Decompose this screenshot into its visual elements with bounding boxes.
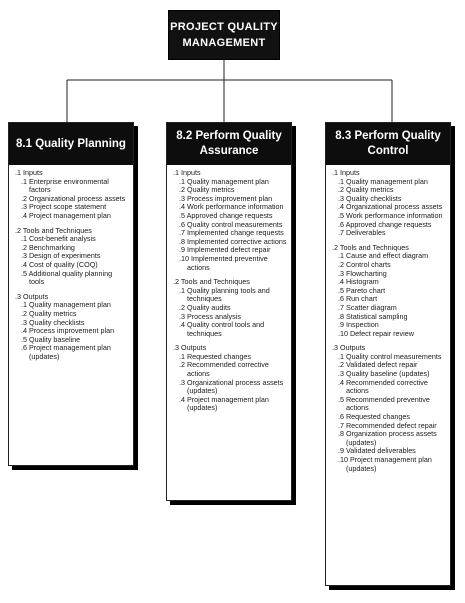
- section-title: .1 Inputs: [173, 168, 201, 177]
- root-node: [168, 10, 280, 60]
- list-item: .2 Quality metrics: [338, 185, 394, 195]
- list-item: .4 Recommended corrective actions: [338, 377, 428, 396]
- process-title-line-2: Control: [367, 145, 409, 157]
- list-item: .4 Project management plan: [21, 210, 111, 220]
- list-item: .1 Quality planning tools and techniques: [179, 285, 270, 304]
- list-item: .1 Quality management plan: [21, 300, 111, 310]
- list-item: .6 Requested changes: [338, 412, 410, 422]
- list-item: .2 Quality metrics: [21, 308, 77, 318]
- list-item: .4 Cost of quality (COQ): [21, 259, 98, 269]
- process-body: [9, 165, 133, 371]
- list-item: .1 Cause and effect diagram: [338, 251, 429, 261]
- list-item: .3 Quality checklists: [21, 317, 85, 327]
- process-box: [325, 122, 451, 586]
- column-perform-quality-control: [325, 122, 459, 592]
- list-item: .9 Implemented defect repair: [179, 245, 271, 255]
- list-item: .8 Organization process assets (updates): [338, 429, 437, 447]
- section-title: .3 Outputs: [332, 343, 366, 353]
- section-tools: [15, 227, 129, 287]
- process-title-line-1: 8.3 Perform Quality: [335, 130, 441, 142]
- list-item: .1 Quality management plan: [179, 176, 269, 186]
- section-inputs: [15, 169, 129, 221]
- list-item: .6 Project management plan (updates): [21, 343, 111, 361]
- list-item: .6 Approved change requests: [338, 219, 432, 229]
- list-item: .3 Process analysis: [179, 311, 241, 321]
- list-item: .6 Quality control measurements: [179, 219, 283, 229]
- list-item: .7 Recommended defect repair: [338, 420, 437, 430]
- process-header: [9, 123, 133, 165]
- section-title: .2 Tools and Techniques: [173, 277, 250, 287]
- list-item: .4 Work performance information: [179, 202, 284, 212]
- list-item: .4 Process improvement plan: [21, 326, 115, 336]
- list-item: .4 Project management plan (updates): [179, 394, 269, 413]
- list-item: .9 Validated deliverables: [338, 446, 416, 456]
- list-item: .5 Approved change requests: [179, 210, 273, 220]
- list-item: .9 Inspection: [338, 320, 379, 330]
- section-title: .3 Outputs: [173, 343, 207, 353]
- section-title: .2 Tools and Techniques: [332, 242, 409, 252]
- list-item: .1 Enterprise environmental factors: [21, 176, 109, 195]
- section-outputs: [332, 344, 446, 473]
- column-perform-quality-assurance: [166, 122, 300, 507]
- process-box: [8, 122, 134, 466]
- list-item: .2 Organizational process assets: [21, 193, 126, 203]
- process-body: [326, 165, 450, 483]
- process-header: [167, 123, 291, 165]
- list-item: .8 Statistical sampling: [338, 311, 408, 321]
- root-title-line-2: MANAGEMENT: [182, 37, 266, 49]
- list-item: .2 Recommended corrective actions: [179, 360, 269, 379]
- process-header: [326, 123, 450, 165]
- section-outputs: [173, 344, 287, 413]
- list-item: .2 Control charts: [338, 259, 391, 269]
- list-item: .4 Organizational process assets: [338, 202, 443, 212]
- section-inputs: [332, 169, 446, 238]
- list-item: .3 Organizational process assets (updates): [179, 377, 284, 396]
- list-item: .10 Project management plan (updates): [338, 455, 432, 473]
- list-item: .3 Quality checklists: [338, 193, 402, 203]
- list-item: .3 Design of experiments: [21, 251, 101, 261]
- list-item: .7 Implemented change requests: [179, 228, 284, 238]
- list-item: .1 Cost-benefit analysis: [21, 234, 96, 244]
- section-title: .3 Outputs: [15, 291, 49, 301]
- process-title-line-1: 8.2 Perform Quality: [176, 130, 282, 142]
- column-quality-planning: [8, 122, 142, 472]
- list-item: .4 Quality control tools and techniques: [179, 320, 265, 338]
- section-inputs: [173, 169, 287, 272]
- section-title: .1 Inputs: [332, 168, 360, 177]
- list-item: .2 Quality metrics: [179, 185, 235, 195]
- list-item: .2 Validated defect repair: [338, 360, 418, 370]
- section-tools: [173, 278, 287, 338]
- list-item: .7 Scatter diagram: [338, 302, 397, 312]
- section-title: .1 Inputs: [15, 168, 43, 177]
- list-item: .3 Quality baseline (updates): [338, 369, 430, 379]
- list-item: .1 Quality control measurements: [338, 351, 442, 361]
- process-title: 8.1 Quality Planning: [16, 137, 126, 150]
- list-item: .5 Work performance information: [338, 210, 443, 220]
- list-item: .10 Implemented preventive actions: [179, 253, 268, 272]
- list-item: .5 Additional quality planning tools: [21, 268, 113, 287]
- list-item: .2 Benchmarking: [21, 242, 75, 252]
- list-item: .5 Recommended preventive actions: [338, 394, 430, 413]
- list-item: .3 Flowcharting: [338, 268, 387, 278]
- list-item: .4 Histogram: [338, 277, 379, 287]
- section-tools: [332, 244, 446, 339]
- list-item: .7 Deliverables: [338, 228, 386, 238]
- list-item: .2 Quality audits: [179, 302, 231, 312]
- list-item: .3 Process improvement plan: [179, 193, 273, 203]
- list-item: .8 Implemented corrective actions: [179, 236, 287, 246]
- process-body: [167, 165, 291, 423]
- list-item: .6 Run chart: [338, 294, 378, 304]
- root-title-line-1: PROJECT QUALITY: [170, 21, 278, 33]
- process-title-line-2: Assurance: [199, 145, 259, 157]
- list-item: .5 Pareto chart: [338, 285, 386, 295]
- list-item: .3 Project scope statement: [21, 202, 107, 212]
- list-item: .1 Quality management plan: [338, 176, 428, 186]
- list-item: .1 Requested changes: [179, 351, 251, 361]
- section-title: .2 Tools and Techniques: [15, 225, 92, 235]
- list-item: .5 Quality baseline: [21, 334, 81, 344]
- process-box: [166, 122, 292, 501]
- list-item: .10 Defect repair review: [338, 328, 414, 338]
- section-outputs: [15, 293, 129, 362]
